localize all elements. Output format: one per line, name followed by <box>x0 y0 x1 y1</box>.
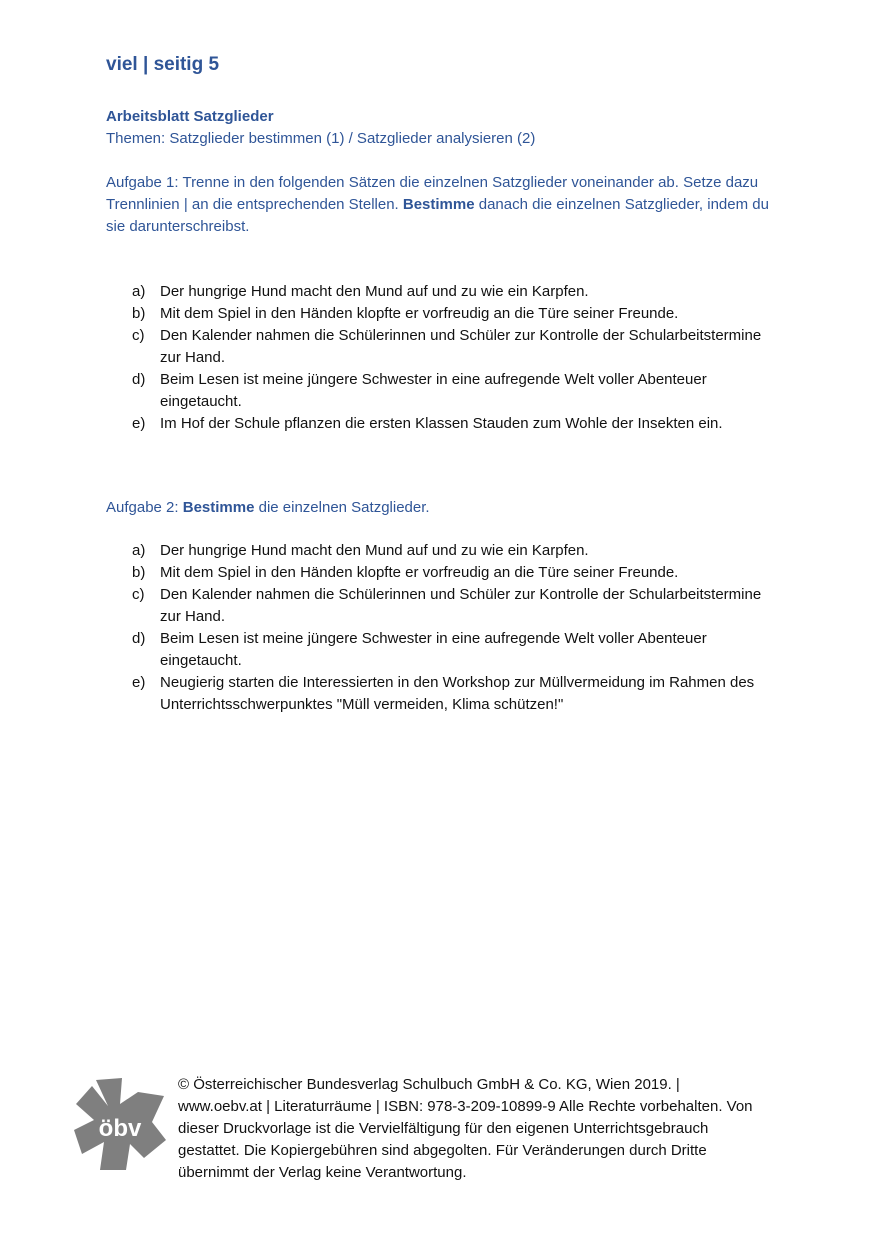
task-2-list <box>132 540 782 716</box>
list-item <box>132 584 782 628</box>
list-marker: b) <box>132 305 146 322</box>
list-item <box>132 369 782 413</box>
list-marker: d) <box>132 371 146 388</box>
list-item <box>132 562 782 584</box>
task-2-text-before: Aufgabe 2: <box>106 499 183 516</box>
list-item-text: Im Hof der Schule pflanzen die ersten Klassen Stauden zum Wohle der Insekten ein. <box>160 415 723 432</box>
list-item <box>132 540 782 562</box>
list-item-text: Mit dem Spiel in den Händen klopfte er vorfreudig an die Türe seiner Freunde. <box>160 305 679 322</box>
list-item-text: Beim Lesen ist meine jüngere Schwester in eine aufregende Welt voller Abenteuer eingetaucht. <box>160 371 707 410</box>
list-item-text: Der hungrige Hund macht den Mund auf und zu wie ein Karpfen. <box>160 283 589 300</box>
publisher-logo <box>74 1076 166 1172</box>
task-1-text-before: Aufgabe 1: Trenne in den folgenden Sätzen die einzelnen Satzglieder voneinander ab. Setze dazu Trennlinien | an die entsprechenden Stellen. <box>106 174 759 213</box>
task-1-bold: Bestimme <box>402 196 475 213</box>
task-2-text-after: die einzelnen Satzglieder. <box>254 499 430 516</box>
list-marker: c) <box>132 327 145 344</box>
list-item-text: Den Kalender nahmen die Schülerinnen und Schüler zur Kontrolle der Schularbeitstermine zur Hand. <box>160 586 762 625</box>
task-2-bold: Bestimme <box>182 499 255 516</box>
list-marker: a) <box>132 542 146 559</box>
list-item-text: Den Kalender nahmen die Schülerinnen und Schüler zur Kontrolle der Schularbeitstermine zur Hand. <box>160 327 762 366</box>
list-marker: e) <box>132 415 146 432</box>
list-marker: a) <box>132 283 146 300</box>
oebv-logo-icon <box>74 1076 166 1172</box>
list-item <box>132 303 782 325</box>
list-item-text: Beim Lesen ist meine jüngere Schwester in eine aufregende Welt voller Abenteuer eingetaucht. <box>160 630 707 669</box>
task-1-list <box>132 281 782 435</box>
list-marker: d) <box>132 630 146 647</box>
topics-line: Themen: Satzglieder bestimmen (1) / Satzglieder analysieren (2) <box>106 130 536 147</box>
task-1-instructions <box>106 172 786 238</box>
task-1-text-after: danach die einzelnen Satzglieder, indem du sie darunterschreibst. <box>106 196 769 235</box>
list-item <box>132 628 782 672</box>
list-marker: c) <box>132 586 145 603</box>
list-item-text: Der hungrige Hund macht den Mund auf und zu wie ein Karpfen. <box>160 542 589 559</box>
copyright-notice: © Österreichischer Bundesverlag Schulbuch GmbH & Co. KG, Wien 2019. | www.oebv.at | Literaturräume | ISBN: 978-3-209-10899-9 Alle Rechte vorbehalten. Von dieser Druckvorlage ist die Vervielfältigung für den eigenen Unterrichtsgebrauch gestattet. Die Kopiergebühren sind abgegolten. Für Veränderungen durch Dritte übernimmt der Verlag keine Verantwortung. <box>178 1076 753 1181</box>
list-item <box>132 325 782 369</box>
list-item <box>132 672 782 716</box>
list-marker: e) <box>132 674 146 691</box>
list-marker: b) <box>132 564 146 581</box>
worksheet-title: Arbeitsblatt Satzglieder <box>106 108 274 125</box>
list-item-text: Neugierig starten die Interessierten in den Workshop zur Müllvermeidung im Rahmen des Unterrichtsschwerpunktes "Müll vermeiden, Klima schützen!" <box>160 674 755 713</box>
list-item <box>132 281 782 303</box>
list-item <box>132 413 782 435</box>
brand-title: viel | seitig 5 <box>106 54 220 75</box>
list-item-text: Mit dem Spiel in den Händen klopfte er vorfreudig an die Türe seiner Freunde. <box>160 564 679 581</box>
logo-text: öbv <box>98 1115 142 1142</box>
task-2-instructions <box>106 497 786 519</box>
